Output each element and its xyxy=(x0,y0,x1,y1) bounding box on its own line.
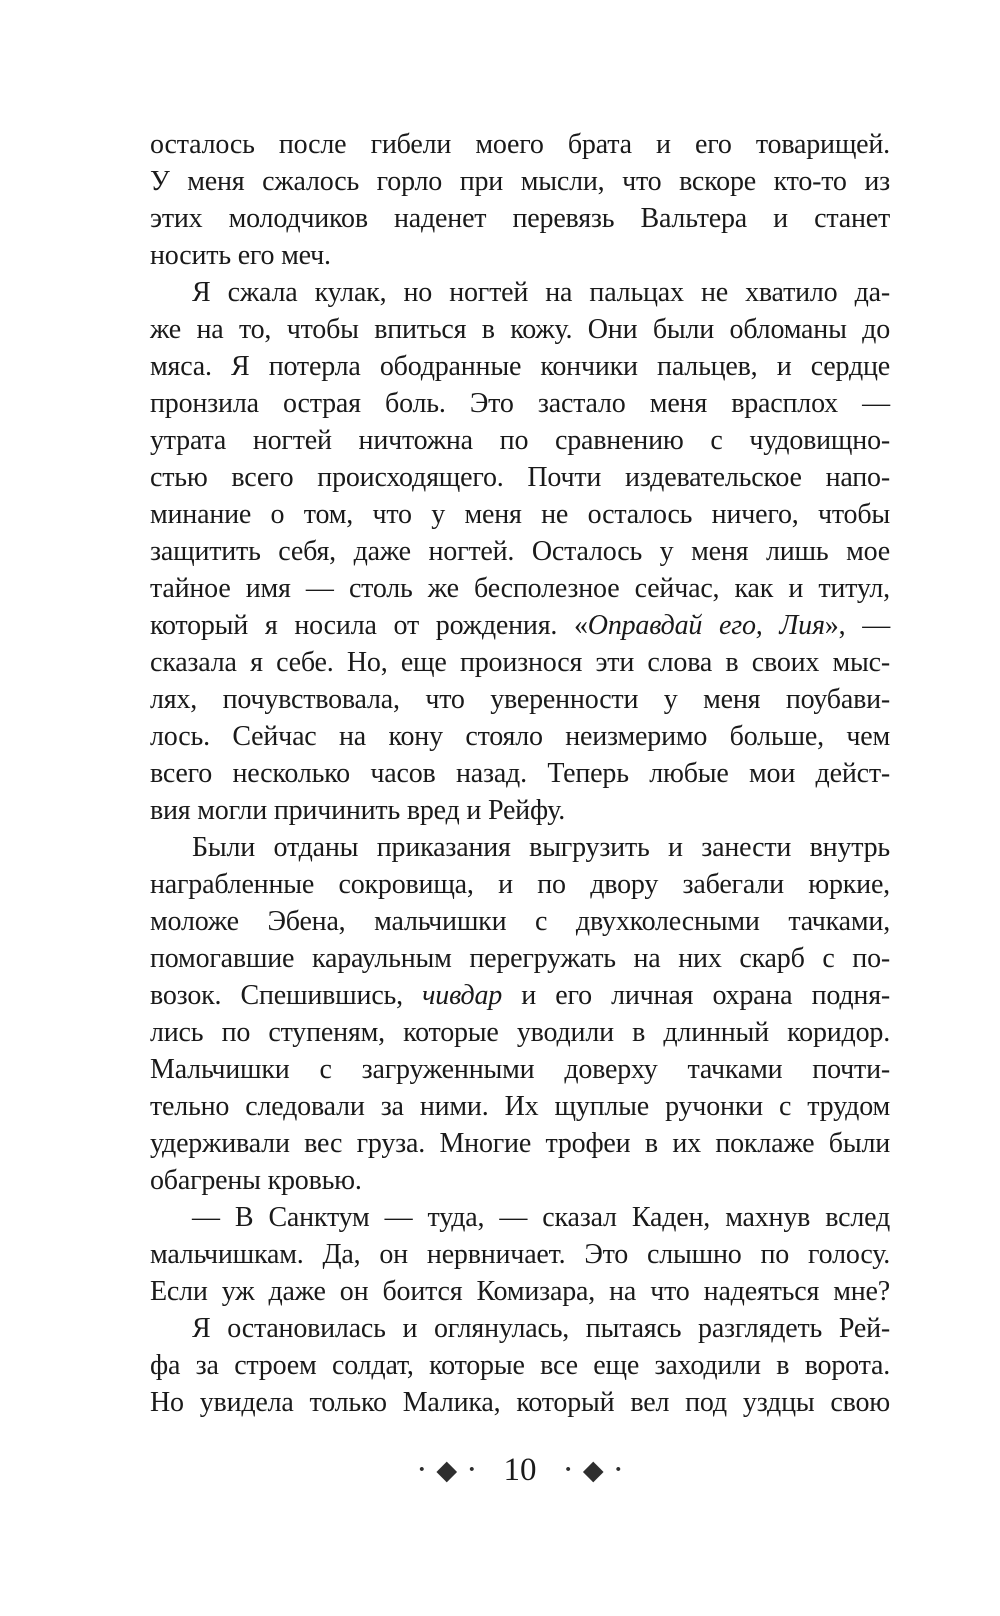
text-line xyxy=(150,200,890,237)
page-number: 10 xyxy=(503,1451,537,1488)
text-segment: удерживали вес груза. Многие трофеи в их поклаже были xyxy=(150,1128,890,1159)
text-line xyxy=(150,977,890,1014)
ornament-dot-icon: · xyxy=(612,1451,624,1488)
ornament-dot-icon: · xyxy=(562,1451,574,1488)
text-line xyxy=(150,570,890,607)
page-footer xyxy=(150,1448,890,1492)
diamond-icon: ◆ xyxy=(582,1454,604,1485)
text-line xyxy=(150,1162,890,1199)
text-line xyxy=(150,940,890,977)
text-segment: мальчишкам. Да, он нервничает. Это слышно по голосу. xyxy=(150,1239,890,1270)
text-segment: тайное имя — столь же бесполезное сейчас, как и титул, xyxy=(150,573,890,604)
text-line xyxy=(150,607,890,644)
text-line xyxy=(150,1384,890,1421)
text-segment: минание о том, что у меня не осталось ничего, чтобы xyxy=(150,499,890,530)
text-line xyxy=(150,755,890,792)
text-segment: — В Санктум — туда, — сказал Каден, махнув вслед xyxy=(192,1202,890,1233)
text-line xyxy=(150,459,890,496)
text-segment: награбленные сокровища, и по двору забегали юркие, xyxy=(150,869,890,900)
text-segment: Я остановилась и оглянулась, пытаясь разглядеть Рей- xyxy=(192,1313,890,1344)
text-line xyxy=(150,533,890,570)
text-line xyxy=(150,126,890,163)
text-segment: сказала я себе. Но, еще произнося эти слова в своих мыс- xyxy=(150,647,890,678)
text-segment: защитить себя, даже ногтей. Осталось у меня лишь мое xyxy=(150,536,890,567)
text-segment: лях, почувствовала, что уверенности у меня поубави- xyxy=(150,684,890,715)
left-ornament xyxy=(416,1453,477,1487)
text-line xyxy=(150,718,890,755)
text-segment: помогавшие караульным перегружать на них скарб с по- xyxy=(150,943,890,974)
text-segment: фа за строем солдат, которые все еще заходили в ворота. xyxy=(150,1350,890,1381)
text-line xyxy=(150,237,890,274)
text-line xyxy=(150,422,890,459)
text-line xyxy=(150,1014,890,1051)
text-segment: Если уж даже он боится Комизара, на что надеяться мне? xyxy=(150,1276,890,1307)
text-segment: возок. Спешившись, xyxy=(150,980,423,1011)
text-line xyxy=(150,1051,890,1088)
text-segment: утрата ногтей ничтожна по сравнению с чудовищно- xyxy=(150,425,890,456)
text-segment: », — xyxy=(824,610,891,641)
text-line xyxy=(150,829,890,866)
text-segment: стью всего происходящего. Почти издевательское напо- xyxy=(150,462,890,493)
text-segment: Я сжала кулак, но ногтей на пальцах не хватило да- xyxy=(192,277,890,308)
text-segment: всего несколько часов назад. Теперь любые мои дейст- xyxy=(150,758,890,789)
text-line xyxy=(150,1273,890,1310)
text-line xyxy=(150,1125,890,1162)
text-segment: носить его меч. xyxy=(150,240,331,271)
text-line xyxy=(150,311,890,348)
text-segment: осталось после гибели моего брата и его товарищей. xyxy=(150,129,890,160)
text-segment: который я носила от рождения. « xyxy=(150,610,588,641)
text-segment: обагрены кровью. xyxy=(150,1165,362,1196)
text-line xyxy=(150,1236,890,1273)
text-segment: Но увидела только Малика, который вел под уздцы свою xyxy=(150,1387,890,1418)
text-line xyxy=(150,903,890,940)
text-line xyxy=(150,1199,890,1236)
ornament-dot-icon: · xyxy=(466,1451,478,1488)
text-line xyxy=(150,163,890,200)
text-segment: мяса. Я потерла ободранные кончики пальцев, и сердце xyxy=(150,351,890,382)
text-block xyxy=(150,126,890,1421)
text-segment: этих молодчиков наденет перевязь Вальтера и станет xyxy=(150,203,890,234)
text-segment: моложе Эбена, мальчишки с двухколесными тачками, xyxy=(150,906,890,937)
text-line xyxy=(150,1310,890,1347)
text-line xyxy=(150,792,890,829)
italic-text-segment: чивдар xyxy=(422,980,503,1011)
text-segment: Были отданы приказания выгрузить и занести внутрь xyxy=(192,832,890,863)
italic-text-segment: Оправдай его, Лия xyxy=(587,610,825,641)
text-line xyxy=(150,644,890,681)
text-segment: же на то, чтобы впиться в кожу. Они были обломаны до xyxy=(150,314,890,345)
text-line xyxy=(150,681,890,718)
text-segment: лось. Сейчас на кону стояло неизмеримо больше, чем xyxy=(150,721,890,752)
text-line xyxy=(150,385,890,422)
text-segment: лись по ступеням, которые уводили в длинный коридор. xyxy=(150,1017,890,1048)
text-line xyxy=(150,1347,890,1384)
ornament-dot-icon: · xyxy=(416,1451,428,1488)
diamond-icon: ◆ xyxy=(436,1454,458,1485)
text-segment: и его личная охрана подня- xyxy=(502,980,890,1011)
text-line xyxy=(150,348,890,385)
text-segment: пронзила острая боль. Это застало меня врасплох — xyxy=(150,388,890,419)
right-ornament xyxy=(563,1453,624,1487)
text-segment: Мальчишки с загруженными доверху тачками почти- xyxy=(150,1054,890,1085)
text-segment: У меня сжалось горло при мысли, что вскоре кто-то из xyxy=(150,166,890,197)
text-line xyxy=(150,274,890,311)
text-line xyxy=(150,866,890,903)
text-line xyxy=(150,1088,890,1125)
text-segment: вия могли причинить вред и Рейфу. xyxy=(150,795,565,826)
text-segment: тельно следовали за ними. Их щуплые ручонки с трудом xyxy=(150,1091,890,1122)
text-line xyxy=(150,496,890,533)
